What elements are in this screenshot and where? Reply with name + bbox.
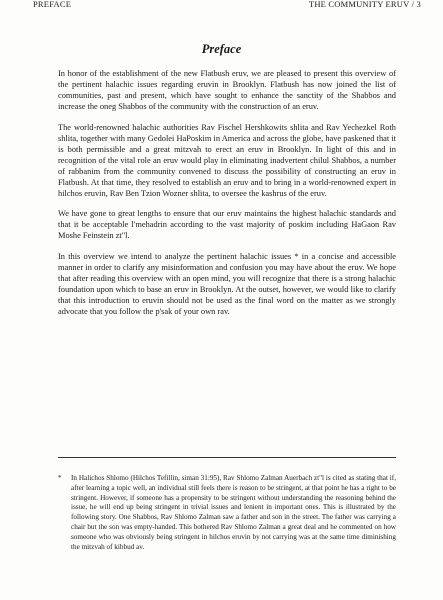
paragraph-3: We have gone to great lengths to ensure that our eruv maintains the highest halachic standards and that it be acceptable l'mehadrin according to the vast majority of poskim including HaGaon Rav Moshe Feinstein zt"l. — [58, 209, 396, 240]
footnote — [58, 474, 396, 552]
running-head — [0, 0, 443, 10]
running-head-left: PREFACE — [33, 0, 72, 9]
footnote-marker: * — [58, 474, 62, 482]
running-head-right: THE COMMUNITY ERUV / 3 — [308, 0, 421, 9]
page-title: Preface — [201, 42, 242, 56]
footnote-divider — [58, 457, 396, 458]
preface-body — [58, 68, 396, 317]
footnote-text: In Halichos Shlomo (Hilchos Tefillin, siman 31:95), Rav Shlomo Zalman Auerbach zt"l is cited as stating that if, after learning a topic well, an individual still feels there is reason to be stringent, at that point he has a right to be stringent. However, if someone has a propensity to be stringent without understanding the reasoning behind the issue, he will end up being stringent in trivial issues and lenient in important ones. This is illustrated by the following story. One Shabbos, Rav Shlomo Zalman saw a father and son in the street. The father was carrying a chair but the son was empty-handed. This bothered Rav Shlomo Zalman a great deal and he commented on how someone who was obviously being stringent in hilchos eruvin by not carrying was at the same time diminishing the mitzvah of kibbud av. — [71, 474, 396, 551]
paragraph-4: In this overview we intend to analyze the pertinent halachic issues * in a concise and accessible manner in order to clarify any misinformation and confusion you may have about the eruv. We hope that after reading this overview with an open mind, you will recognize that there is a strong halachic foundation upon which to base an eruv in Brooklyn. At the outset, however, we would like to clarify that this introduction to eruvin should not be used as the final word on the matter as we strongly advocate that you follow the p'sak of your own rav. — [58, 251, 396, 316]
paragraph-1: In honor of the establishment of the new Flatbush eruv, we are pleased to present this overview of the pertinent halachic issues regarding eruvin in Brooklyn. Flatbush has now joined the list of communities, past and present, which have sought to enhance the sanctity of the Shabbos and increase the oneg Shabbos of the community with the construction of an eruv. — [58, 69, 396, 111]
paragraph-2: The world-renowned halachic authorities Rav Fischel Hershkowits shlita and Rav Yechezkel Roth shlita, together with many Gedolei HaPoskim in America and across the globe, have paskened that it is both permissible and a great mitzvah to erect an eruv in Brooklyn. In light of this and in recognition of the vital role an eruv would play in eliminating inadvertent chilul Shabbos, a number of rabbanim from the community convened to discuss the possibility of constructing an eruv in Flatbush. At that time, they resolved to establish an eruv and to bring in a world-renowned expert in hilchos eruvin, Rav Ben Tzion Wozner shlita, to oversee the kashrus of the eruv. — [58, 122, 396, 198]
